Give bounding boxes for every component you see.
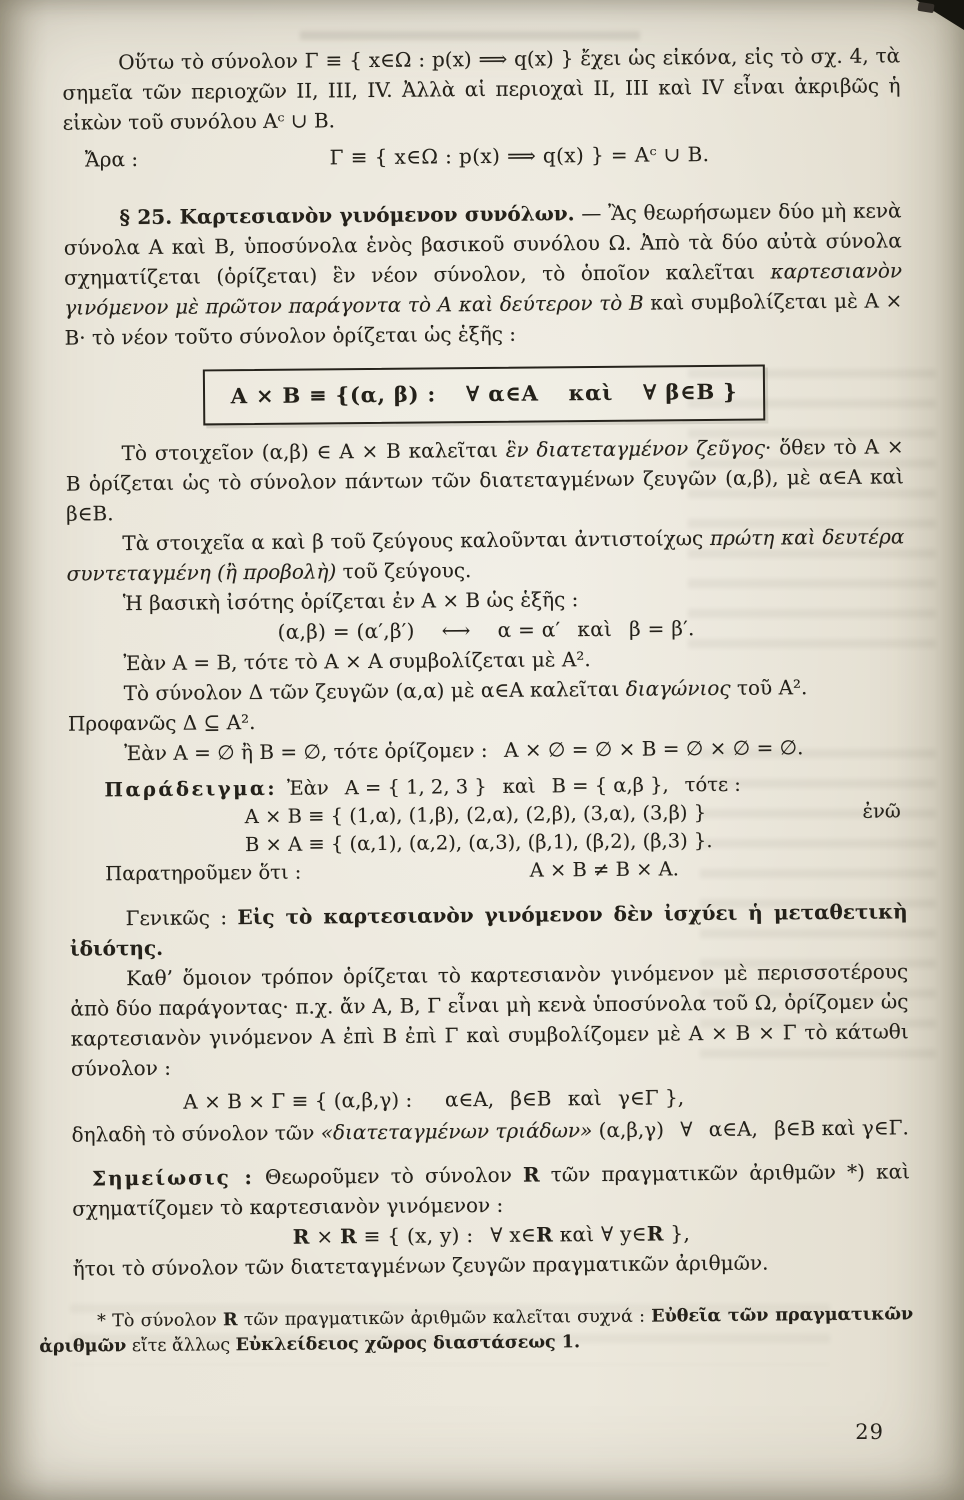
diagonal-term: διαγώνιος [625,675,731,701]
footnote-mid0-text: τῶν πραγματικῶν ἀριθμῶν καλεῖται συχνά : [237,1306,652,1330]
diagonal-lead-text: Τὸ σύνολον Δ τῶν ζευγῶν (α,α) μὲ α∈A καλεῖται [123,676,626,705]
intro-text: Οὕτω τὸ σύνολον Γ ≡ { x∈Ω : p(x) ⟹ q(x) } ἔχει ὡς εἰκόνα, εἰς τὸ σχ. 4, τὰ σημεῖα τῶν περιοχῶν II, III, IV. Ἀλλὰ αἱ περιοχαὶ II, III καὶ IV εἶναι ἀκριβῶς ἡ εἰκὼν τοῦ συνόλου Aᶜ ∪ B. [62,43,901,135]
coords-lead-text: Τὰ στοιχεῖα α καὶ β τοῦ ζεύγους καλοῦνται ἀντιστοίχως [122,525,711,555]
section-heading: § 25. Καρτεσιανὸν γινόμενον συνόλων. [119,201,575,230]
coordinates-paragraph [66,521,904,588]
real-line-term: Εὐθεῖα τῶν πραγματικῶν ἀριθμῶν [39,1303,914,1357]
empty-set-text: Ἐὰν A = ∅ ἢ B = ∅, τότε ὁρίζομεν : A × ∅ = ∅ × B = ∅ × ∅ = ∅. [124,734,804,765]
intro-paragraph [62,40,901,137]
page-number: 29 [855,1420,884,1444]
coordinates-term: πρώτη καὶ δευτέρα συντεταγμένη (ἢ προβολὴ) [66,523,905,586]
euclidean-space-term: Εὐκλείδειος χῶρος διαστάσεως 1. [235,1332,581,1356]
rr-s1: × [309,1223,341,1249]
ordered-pair-term: ἓν διατεταγμένον ζεῦγος· [505,434,772,462]
footnote-reals-symbol: R [222,1309,238,1330]
equality-formula-text: (α,β) = (α′,β′) ⟷ α = α′ καὶ β = β′. [277,615,695,644]
footnote-lead-text: Τὸ σύνολον [105,1309,224,1331]
reals-symbol: R [522,1162,540,1187]
note-label: Σημείωσις : [91,1164,254,1191]
observe-label: Παρατηροῦμεν ὅτι : [105,860,302,886]
rr-s3: καὶ ∀ y∈ [552,1221,647,1246]
example-block [68,769,907,889]
rr-r1: R [292,1224,310,1249]
section-25-paragraph [63,195,902,352]
rr-s4: }, [663,1220,691,1246]
definition-box [203,365,766,425]
rr-tail-paragraph [73,1246,911,1283]
definition-box-wrap [65,363,903,426]
page-content [39,40,914,1360]
example-line1-tail: ἐνῶ [862,799,901,823]
triple-product-tail-paragraph [71,1112,909,1149]
footnote [39,1302,913,1360]
rr-tail-text: ἤτοι τὸ σύνολον τῶν διατεταγμένων ζευγῶν πραγματικῶν ἀριθμῶν. [72,1250,769,1281]
pair-tail-text: ὅθεν τὸ A × B ὁρίζεται ὡς τὸ σύνολον πάντων τῶν διατεταγμένων ζευγῶν (α,β), μὲ α∈A καὶ β∈B. [65,433,904,526]
example-bxa-formula: B × A ≡ { (α,1), (α,2), (α,3), (β,1), (β,2), (β,3) }. [244,829,713,857]
diagonal-tail-text: τοῦ A². [730,674,808,700]
triple-product-formula-text: A × B × Γ ≡ { (α,β,γ) : α∈A, β∈B καὶ γ∈Γ }, [183,1084,685,1114]
ara-label: Ἄρα : [84,146,139,172]
definition-formula: A × B ≡ {(α, β) : ∀ α∈A καὶ ∀ β∈B } [230,378,738,409]
subset-text: Προφανῶς Δ ⊆ A². [67,709,256,736]
ordered-triples-term: «διατεταγμένων τριάδων» [320,1117,593,1145]
pair-lead-text: Τὸ στοιχεῖον (α,β) ∈ A × B καλεῖται [121,437,506,465]
footnote-marker: * [97,1310,106,1331]
rr-r2: R [339,1223,358,1248]
ara-formula: Γ ≡ { x∈Ω : p(x) ⟹ q(x) } = Aᶜ ∪ B. [329,142,710,170]
square-text: Ἐὰν A = B, τότε τὸ A × A συμβολίζεται μὲ A². [123,646,591,675]
note-paragraph [72,1156,910,1223]
rr-s2: ≡ { (x, y) : ∀ x∈ [356,1222,537,1248]
footnote-mid-text: εἴτε ἄλλως [126,1335,236,1357]
example-label: Παράδειγμα: [104,776,278,801]
triple-tail-lead-text: δηλαδὴ τὸ σύνολον τῶν [71,1120,321,1147]
rr-r3: R [535,1221,554,1247]
ordered-pair-paragraph [65,431,904,528]
commutativity-statement: Εἰς τὸ καρτεσιανὸν γινόμενον δὲν ἰσχύει ἡ μεταθετικὴ ἰδιότης. [69,898,908,961]
example-intro-text: Ἐὰν A = { 1, 2, 3 } καὶ B = { α,β }, τότε : [286,772,741,800]
triple-product-formula [183,1080,909,1116]
cartesian-product-term: καρτεσιανὸν γινόμενον μὲ πρῶτον παράγοντα τὸ A καὶ δεύτερον τὸ B [64,258,903,320]
footnote-paragraph [39,1302,913,1360]
multi-factor-text: Καθ’ ὅμοιον τρόπον ὁρίζεται τὸ καρτεσιανὸν γινόμενον μὲ περισσοτέρους ἀπὸ δύο παράγοντας· π.χ. ἄν A, B, Γ εἶναι μὴ κενὰ ὑποσύνολα τοῦ Ω, ὁρίζομεν ὡς καρτεσιανὸν γινόμενον A ἐπὶ B ἐπὶ Γ καὶ συμβολίζομεν μὲ A × B × Γ τὸ κάτωθι σύνολον : [70,958,909,1081]
rr-r4: R [646,1221,664,1246]
note-tail-text: τῶν πραγματικῶν ἀριθμῶν *) καὶ σχηματίζομεν τὸ καρτεσιανὸν γινόμενον : [72,1158,910,1221]
conclusion-line [63,137,901,174]
example-axb-formula: A × B ≡ { (1,α), (1,β), (2,α), (2,β), (3,α), (3,β) } [244,800,707,828]
example-observation-line [69,854,907,890]
section-lead-text: — Ἂς θεωρήσωμεν δύο μὴ κενὰ σύνολα A καὶ B, ὑποσύνολα ἑνὸς βασικοῦ συνόλου Ω. Ἀπὸ τὰ δύο αὐτὰ σύνολα σχηματίζεται (ὁρίζεται) ἓν νέον σύνολον, τὸ ὁποῖον καλεῖται [63,198,902,290]
note-lead-text: Θεωροῦμεν τὸ σύνολον [253,1162,524,1189]
section-tail-text: καὶ συμβολίζεται μὲ A × B· τὸ νέον τοῦτο σύνολον ὁρίζεται ὡς ἑξῆς : [64,288,903,350]
general-lead-text: Γενικῶς : [125,904,238,930]
commutativity-paragraph [69,896,907,963]
multi-factor-paragraph [70,956,909,1083]
coords-tail-text: τοῦ ζεύγους. [336,557,472,583]
equality-intro-text: Ἡ βασικὴ ἰσότης ὁρίζεται ἐν A × B ὡς ἑξῆς : [122,586,579,615]
observe-formula: A × B ≠ B × A. [529,857,679,882]
triple-tail-text: (α,β,γ) ∀ α∈A, β∈B καὶ γ∈Γ. [592,1114,909,1142]
